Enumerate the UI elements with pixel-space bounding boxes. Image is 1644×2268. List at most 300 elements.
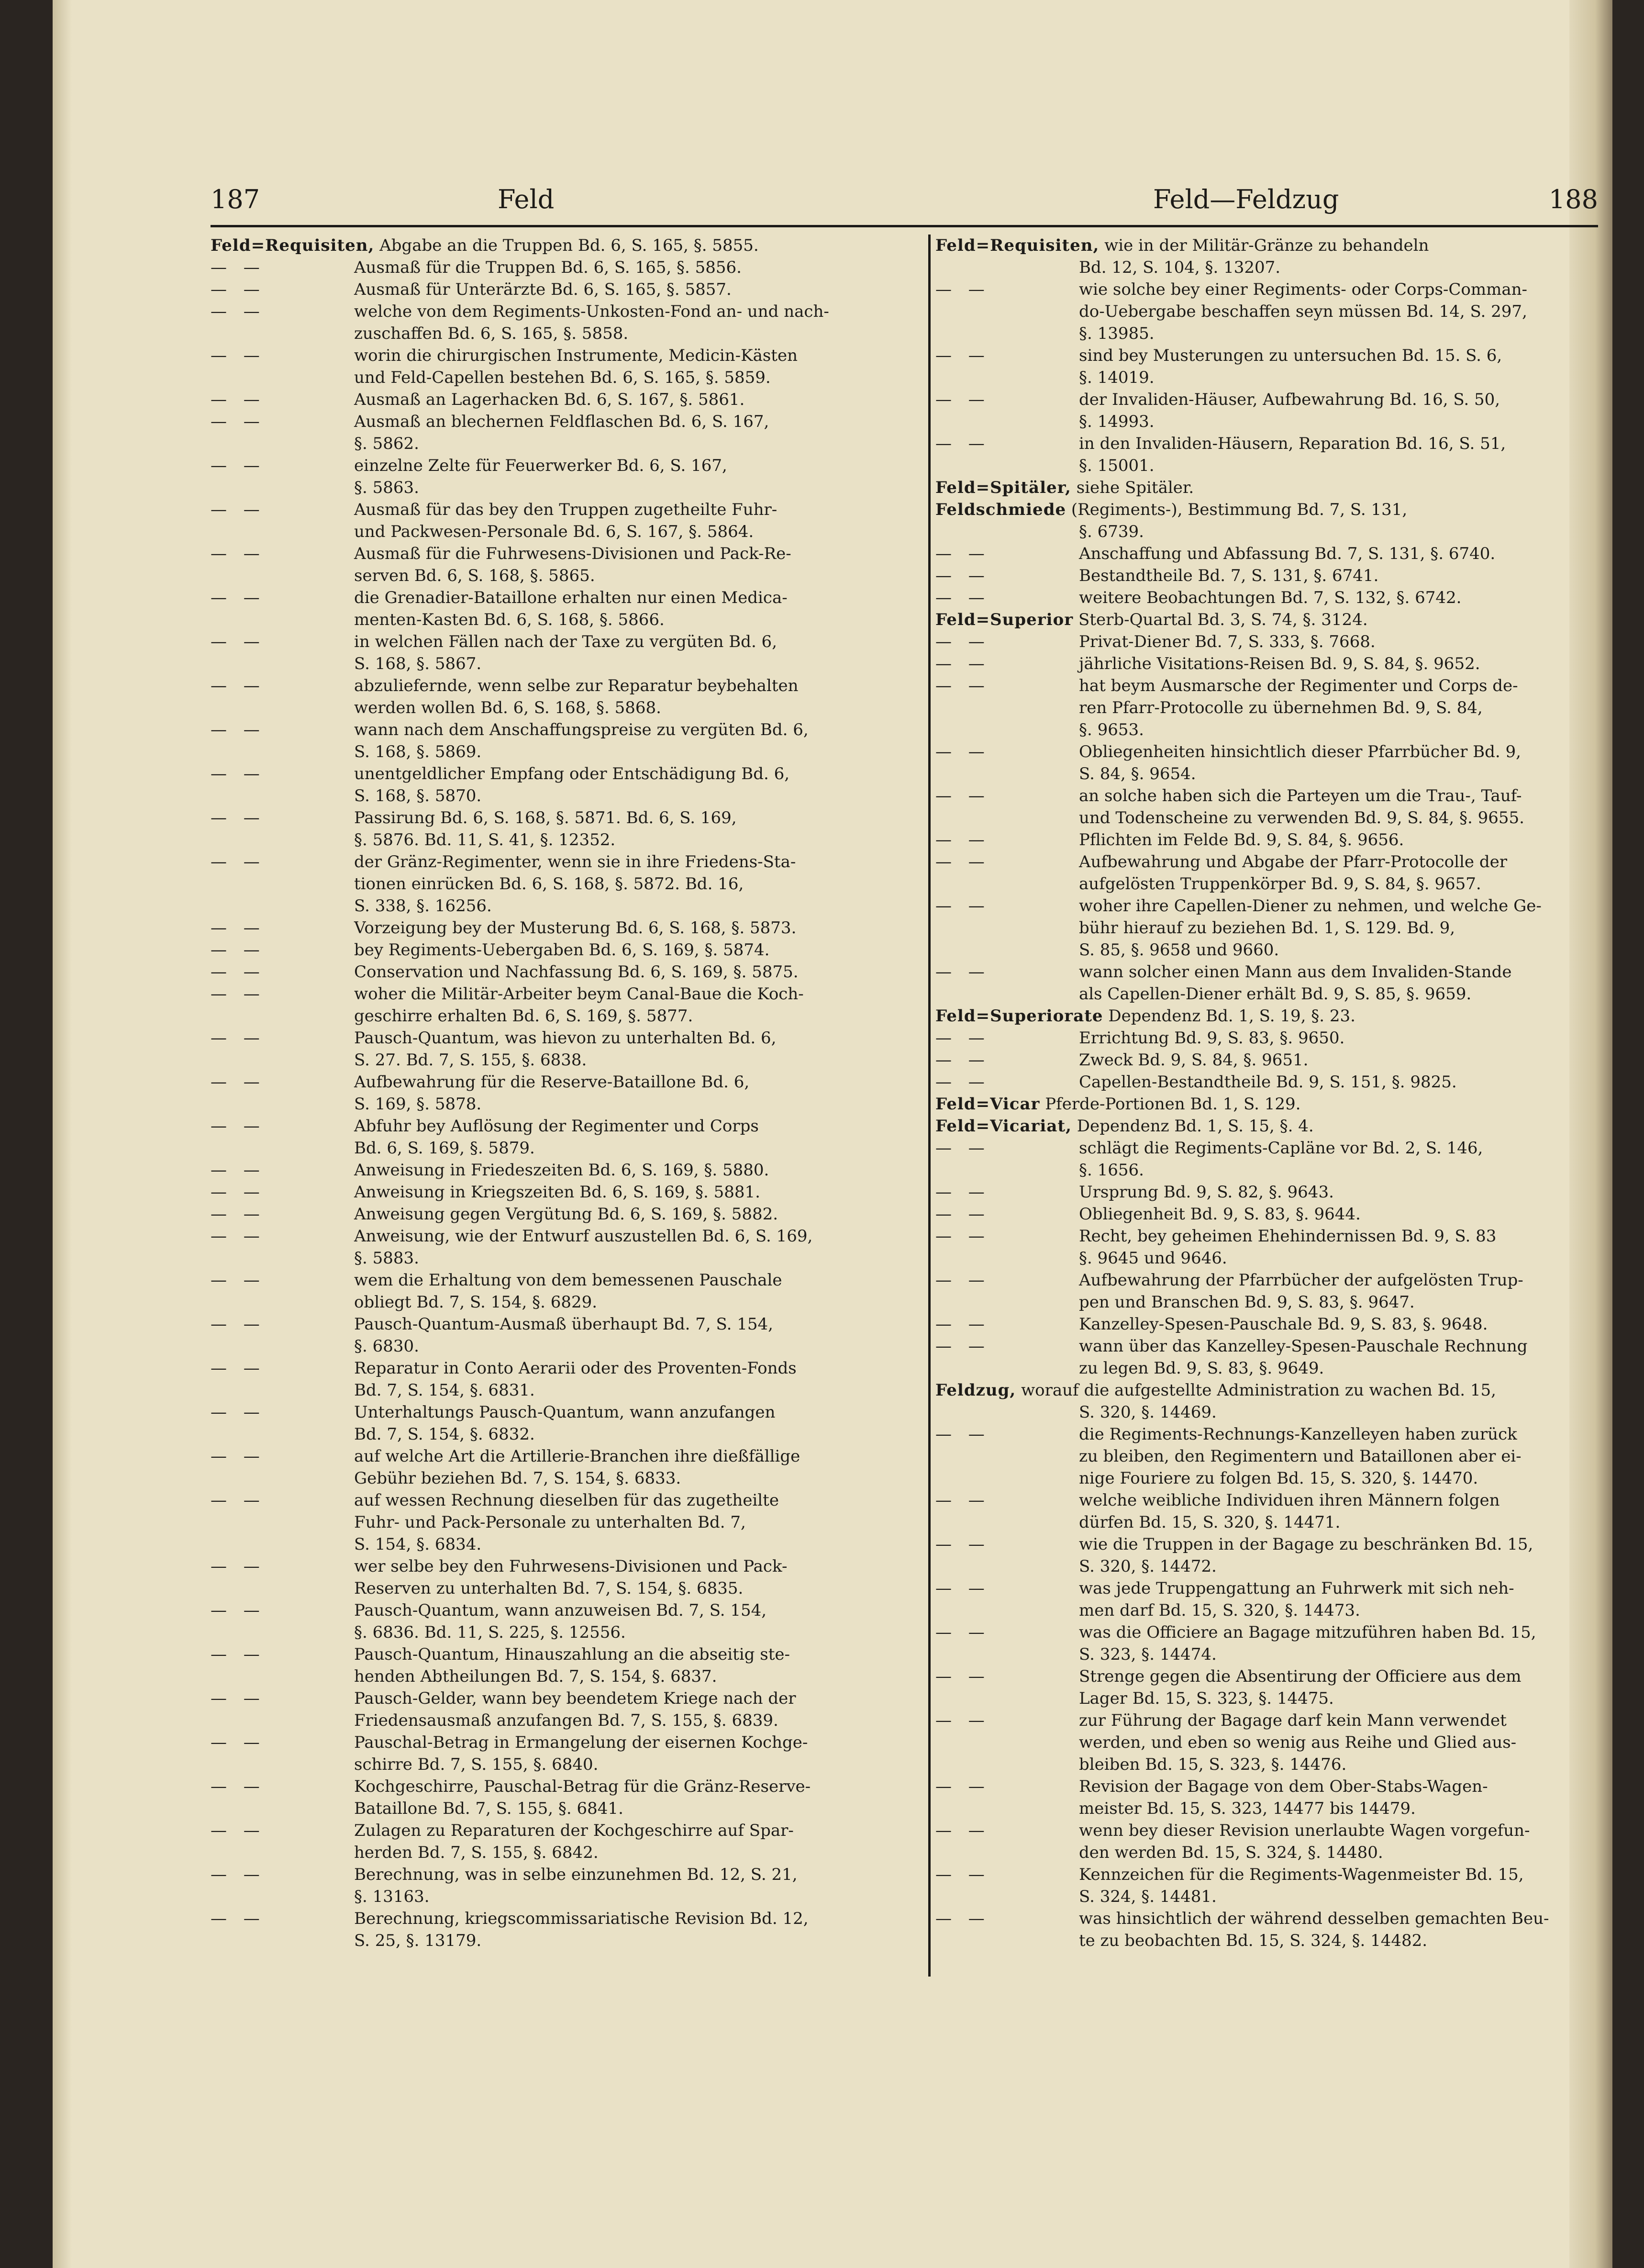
entry-text: Ausmaß für die Fuhrwesens-Divisionen und Pack-Re- [354, 544, 791, 563]
entry-continuation: Bd. 7, S. 154, §. 6832. [354, 1425, 535, 1444]
index-entry [211, 983, 923, 1027]
index-entry [211, 1357, 923, 1401]
entry-text: wann nach dem Anschaffungspreise zu vergüten Bd. 6, [354, 720, 809, 739]
index-entry [211, 1071, 923, 1115]
ditto-dash: — — [211, 962, 266, 982]
entry-continuation: S. 84, §. 9654. [1079, 764, 1196, 783]
right-column [935, 235, 1598, 1952]
entry-text: wie solche bey einer Regiments- oder Corps-Comman- [1079, 280, 1528, 299]
entry-text: woher ihre Capellen-Diener zu nehmen, und welche Ge- [1079, 896, 1542, 916]
entry-continuation: den werden Bd. 15, S. 324, §. 14480. [1079, 1843, 1383, 1862]
entry-text: Errichtung Bd. 9, S. 83, §. 9650. [1079, 1028, 1345, 1048]
index-entry [935, 1489, 1598, 1533]
entry-headword: Feld=Requisiten, [935, 236, 1100, 255]
entry-text: Pausch-Quantum-Ausmaß überhaupt Bd. 7, S. 154, [354, 1315, 773, 1334]
entry-continuation: §. 6830. [354, 1337, 419, 1356]
ditto-dash: — — [211, 1028, 266, 1048]
entry-continuation: S. 154, §. 6834. [354, 1535, 482, 1554]
entry-text: Anweisung gegen Vergütung Bd. 6, S. 169, §. 5882. [354, 1205, 778, 1224]
ditto-dash: — — [935, 1050, 990, 1070]
ditto-dash: — — [211, 1183, 266, 1202]
entry-text: abzuliefernde, wenn selbe zur Reparatur beybehalten [354, 676, 799, 695]
entry-continuation: §. 13985. [1079, 324, 1155, 343]
index-entry [935, 1776, 1598, 1820]
entry-continuation: S. 168, §. 5869. [354, 742, 482, 761]
entry-text: Pausch-Gelder, wann bey beendetem Kriege nach der [354, 1689, 796, 1708]
entry-continuation: Lager Bd. 15, S. 323, §. 14475. [1079, 1689, 1334, 1708]
entry-continuation: S. 85, §. 9658 und 9660. [1079, 940, 1279, 960]
ditto-dash: — — [935, 962, 990, 982]
ditto-dash: — — [211, 720, 266, 739]
entry-text: Anweisung in Friedeszeiten Bd. 6, S. 169, §. 5880. [354, 1161, 769, 1180]
ditto-dash: — — [211, 1601, 266, 1620]
index-entry [935, 1533, 1598, 1577]
index-entry [211, 675, 923, 719]
index-entry [211, 411, 923, 455]
index-entry [935, 587, 1598, 609]
ditto-dash: — — [935, 1579, 990, 1598]
book-page [53, 0, 1612, 2268]
entry-text: welche von dem Regiments-Unkosten-Fond an- und nach- [354, 302, 829, 321]
index-entry [211, 345, 923, 389]
index-entry [935, 1577, 1598, 1621]
entry-continuation: schirre Bd. 7, S. 155, §. 6840. [354, 1755, 599, 1774]
ditto-dash: — — [211, 1645, 266, 1664]
index-entry [211, 587, 923, 631]
index-entry [935, 851, 1598, 895]
entry-headword: Feld=Spitäler, [935, 478, 1071, 497]
ditto-dash: — — [935, 1073, 990, 1092]
entry-continuation: S. 323, §. 14474. [1079, 1645, 1217, 1664]
entry-text: unentgeldlicher Empfang oder Entschädigung Bd. 6, [354, 764, 790, 783]
entry-text: Abfuhr bey Auflösung der Regimenter und Corps [354, 1117, 759, 1136]
index-entry [211, 543, 923, 587]
ditto-dash: — — [935, 1205, 990, 1224]
entry-continuation: §. 5876. Bd. 11, S. 41, §. 12352. [354, 830, 616, 849]
page-fold-shadow [53, 0, 72, 2268]
index-entry [211, 279, 923, 301]
entry-text: woher die Militär-Arbeiter beym Canal-Baue die Koch- [354, 984, 804, 1004]
entry-continuation: te zu beobachten Bd. 15, S. 324, §. 14482. [1079, 1931, 1428, 1950]
ditto-dash: — — [211, 1821, 266, 1840]
index-entry [935, 433, 1598, 477]
ditto-dash: — — [211, 1557, 266, 1576]
index-entry [935, 675, 1598, 741]
index-entry [935, 1709, 1598, 1776]
entry-text: Unterhaltungs Pausch-Quantum, wann anzufangen [354, 1403, 776, 1422]
entry-headword: Feld=Superiorate [935, 1006, 1103, 1026]
entry-text: Dependenz Bd. 1, S. 15, §. 4. [1077, 1117, 1314, 1136]
entry-text: zur Führung der Bagage darf kein Mann verwendet [1079, 1711, 1507, 1730]
entry-continuation: und Packwesen-Personale Bd. 6, S. 167, §. 5864. [354, 522, 754, 541]
entry-continuation: S. 169, §. 5878. [354, 1095, 482, 1114]
entry-text: Pausch-Quantum, was hievon zu unterhalten Bd. 6, [354, 1028, 777, 1048]
entry-text: Abgabe an die Truppen Bd. 6, S. 165, §. 5855. [379, 236, 759, 255]
index-entry [935, 785, 1598, 829]
ditto-dash: — — [935, 1711, 990, 1730]
ditto-dash: — — [211, 302, 266, 321]
ditto-dash: — — [935, 1183, 990, 1202]
ditto-dash: — — [211, 1315, 266, 1334]
ditto-dash: — — [935, 588, 990, 607]
index-entry [211, 1115, 923, 1159]
index-entry [935, 1665, 1598, 1709]
entry-text: Ausmaß an Lagerhacken Bd. 6, S. 167, §. 5861. [354, 390, 745, 409]
ditto-dash: — — [935, 1777, 990, 1796]
entry-text: was die Officiere an Bagage mitzuführen haben Bd. 15, [1079, 1623, 1536, 1642]
entry-continuation: §. 13163. [354, 1887, 430, 1906]
entry-text: Anweisung in Kriegszeiten Bd. 6, S. 169, §. 5881. [354, 1183, 760, 1202]
ditto-dash: — — [935, 346, 990, 365]
index-entry [211, 1489, 923, 1555]
ditto-dash: — — [211, 984, 266, 1004]
entry-continuation: §. 6836. Bd. 11, S. 225, §. 12556. [354, 1623, 626, 1642]
index-entry [935, 1027, 1598, 1049]
page-header [211, 184, 1598, 223]
index-entry [211, 1687, 923, 1732]
ditto-dash: — — [211, 544, 266, 563]
entry-continuation: als Capellen-Diener erhält Bd. 9, S. 85, §. 9659. [1079, 984, 1472, 1004]
page-number-left: 187 [211, 184, 260, 214]
ditto-dash: — — [935, 434, 990, 453]
entry-continuation: S. 25, §. 13179. [354, 1931, 482, 1950]
entry-continuation: bleiben Bd. 15, S. 323, §. 14476. [1079, 1755, 1347, 1774]
ditto-dash: — — [935, 830, 990, 849]
entry-headword: Feldzug, [935, 1381, 1016, 1400]
entry-continuation: Bd. 12, S. 104, §. 13207. [1079, 258, 1281, 277]
ditto-dash: — — [935, 896, 990, 916]
entry-continuation: geschirre erhalten Bd. 6, S. 169, §. 5877. [354, 1006, 693, 1026]
entry-continuation: §. 5863. [354, 478, 419, 497]
entry-text: Anschaffung und Abfassung Bd. 7, S. 131, §. 6740. [1079, 544, 1496, 563]
entry-continuation: zu bleiben, den Regimentern und Bataillonen aber ei- [1079, 1447, 1522, 1466]
entry-text: schlägt die Regiments-Capläne vor Bd. 2, S. 146, [1079, 1139, 1483, 1158]
ditto-dash: — — [935, 1271, 990, 1290]
index-entry [211, 1181, 923, 1203]
entry-continuation: dürfen Bd. 15, S. 320, §. 14471. [1079, 1513, 1341, 1532]
entry-text: wer selbe bey den Fuhrwesens-Divisionen und Pack- [354, 1557, 788, 1576]
entry-continuation: bühr hierauf zu beziehen Bd. 1, S. 129. Bd. 9, [1079, 918, 1455, 938]
ditto-dash: — — [935, 1227, 990, 1246]
entry-text: Zulagen zu Reparaturen der Kochgeschirre auf Spar- [354, 1821, 794, 1840]
ditto-dash: — — [211, 632, 266, 651]
entry-text: Dependenz Bd. 1, S. 19, §. 23. [1108, 1006, 1355, 1026]
index-entry [935, 477, 1598, 499]
entry-text: weitere Beobachtungen Bd. 7, S. 132, §. 6742. [1079, 588, 1462, 607]
entry-text: wem die Erhaltung von dem bemessenen Pauschale [354, 1271, 782, 1290]
entry-headword: Feld=Superior [935, 610, 1074, 629]
entry-continuation: zu legen Bd. 9, S. 83, §. 9649. [1079, 1359, 1324, 1378]
ditto-dash: — — [211, 1865, 266, 1884]
entry-text: Kanzelley-Spesen-Pauschale Bd. 9, S. 83, §. 9648. [1079, 1315, 1488, 1334]
entry-continuation: men darf Bd. 15, S. 320, §. 14473. [1079, 1601, 1360, 1620]
index-entry [935, 1137, 1598, 1181]
entry-continuation: §. 9645 und 9646. [1079, 1249, 1227, 1268]
entry-text: Conservation und Nachfassung Bd. 6, S. 169, §. 5875. [354, 962, 799, 982]
page-number-right: 188 [1548, 184, 1598, 214]
index-entry [935, 389, 1598, 433]
entry-text: auf wessen Rechnung dieselben für das zugetheilte [354, 1491, 779, 1510]
entry-continuation: S. 324, §. 14481. [1079, 1887, 1217, 1906]
entry-text: Berechnung, was in selbe einzunehmen Bd. 12, S. 21, [354, 1865, 798, 1884]
entry-continuation: werden, und eben so wenig aus Reihe und Glied aus- [1079, 1733, 1517, 1752]
entry-text: Ausmaß für Unterärzte Bd. 6, S. 165, §. 5857. [354, 280, 732, 299]
ditto-dash: — — [211, 918, 266, 938]
entry-continuation: nige Fouriere zu folgen Bd. 15, S. 320, §. 14470. [1079, 1469, 1478, 1488]
index-entry [935, 1335, 1598, 1379]
entry-continuation: §. 14019. [1079, 368, 1155, 387]
ditto-dash: — — [935, 390, 990, 409]
entry-text: Pferde-Portionen Bd. 1, S. 129. [1045, 1095, 1301, 1114]
entry-continuation: aufgelösten Truppenkörper Bd. 9, S. 84, §. 9657. [1079, 874, 1481, 894]
entry-text: Privat-Diener Bd. 7, S. 333, §. 7668. [1079, 632, 1376, 651]
index-entry [211, 851, 923, 917]
index-entry [935, 1621, 1598, 1665]
entry-headword: Feldschmiede [935, 500, 1066, 519]
ditto-dash: — — [211, 808, 266, 827]
index-entry [211, 1908, 923, 1952]
entry-text: jährliche Visitations-Reisen Bd. 9, S. 84, §. 9652. [1079, 654, 1480, 673]
entry-text: an solche haben sich die Parteyen um die Trau-, Tauf- [1079, 786, 1522, 805]
ditto-dash: — — [211, 676, 266, 695]
ditto-dash: — — [935, 1425, 990, 1444]
entry-text: worauf die aufgestellte Administration zu wachen Bd. 15, [1021, 1381, 1496, 1400]
ditto-dash: — — [211, 1491, 266, 1510]
index-entry [211, 235, 923, 257]
index-entry [211, 389, 923, 411]
entry-continuation: Gebühr beziehen Bd. 7, S. 154, §. 6833. [354, 1469, 681, 1488]
ditto-dash: — — [935, 1865, 990, 1884]
entry-text: in welchen Fällen nach der Taxe zu vergüten Bd. 6, [354, 632, 777, 651]
entry-text: einzelne Zelte für Feuerwerker Bd. 6, S. 167, [354, 456, 727, 475]
ditto-dash: — — [211, 1161, 266, 1180]
entry-text: die Regiments-Rechnungs-Kanzelleyen haben zurück [1079, 1425, 1517, 1444]
index-entry [211, 961, 923, 983]
index-entry [211, 1159, 923, 1181]
entry-text: auf welche Art die Artillerie-Branchen ihre dießfällige [354, 1447, 800, 1466]
index-entry [211, 939, 923, 961]
entry-continuation: meister Bd. 15, S. 323, 14477 bis 14479. [1079, 1799, 1416, 1818]
entry-text: worin die chirurgischen Instrumente, Medicin-Kästen [354, 346, 798, 365]
index-entry [935, 1115, 1598, 1137]
entry-continuation: Bd. 6, S. 169, §. 5879. [354, 1139, 535, 1158]
entry-continuation: Friedensausmaß anzufangen Bd. 7, S. 155, §. 6839. [354, 1711, 778, 1730]
index-entry [211, 1643, 923, 1687]
entry-headword: Feld=Vicar [935, 1095, 1040, 1114]
entry-text: Bestandtheile Bd. 7, S. 131, §. 6741. [1079, 566, 1379, 585]
entry-text: was hinsichtlich der während desselben gemachten Beu- [1079, 1909, 1549, 1928]
index-entry [935, 499, 1598, 543]
index-entry [211, 257, 923, 279]
index-entry [211, 1203, 923, 1225]
ditto-dash: — — [935, 566, 990, 585]
entry-text: wie in der Militär-Gränze zu behandeln [1104, 236, 1429, 255]
entry-text: Passirung Bd. 6, S. 168, §. 5871. Bd. 6, S. 169, [354, 808, 737, 827]
entry-text: sind bey Musterungen zu untersuchen Bd. 15. S. 6, [1079, 346, 1502, 365]
index-entry [935, 741, 1598, 785]
ditto-dash: — — [935, 1535, 990, 1554]
ditto-dash: — — [211, 1777, 266, 1796]
entry-text: Sterb-Quartal Bd. 3, S. 74, §. 3124. [1078, 610, 1368, 629]
entry-continuation: zuschaffen Bd. 6, S. 165, §. 5858. [354, 324, 629, 343]
entry-continuation: menten-Kasten Bd. 6, S. 168, §. 5866. [354, 610, 665, 629]
entry-continuation: pen und Branschen Bd. 9, S. 83, §. 9647. [1079, 1293, 1415, 1312]
entry-continuation: §. 5883. [354, 1249, 419, 1268]
index-entry [935, 565, 1598, 587]
ditto-dash: — — [211, 1205, 266, 1224]
ditto-dash: — — [211, 1403, 266, 1422]
entry-text: Pausch-Quantum, wann anzuweisen Bd. 7, S. 154, [354, 1601, 767, 1620]
index-entry [211, 1445, 923, 1489]
index-entry [935, 829, 1598, 851]
entry-continuation: do-Uebergabe beschaffen seyn müssen Bd. 14, S. 297, [1079, 302, 1527, 321]
index-entry [211, 763, 923, 807]
entry-text: Aufbewahrung und Abgabe der Pfarr-Protocolle der [1079, 852, 1507, 871]
entry-continuation: obliegt Bd. 7, S. 154, §. 6829. [354, 1293, 598, 1312]
column-divider [928, 235, 931, 1977]
running-title-right: Feld—Feldzug [1153, 184, 1339, 214]
ditto-dash: — — [935, 742, 990, 761]
entry-text: Obliegenheit Bd. 9, S. 83, §. 9644. [1079, 1205, 1361, 1224]
running-title-left: Feld [498, 184, 555, 214]
entry-text: Obliegenheiten hinsichtlich dieser Pfarrbücher Bd. 9, [1079, 742, 1521, 761]
entry-continuation: Bataillone Bd. 7, S. 155, §. 6841. [354, 1799, 623, 1818]
index-entry [935, 279, 1598, 345]
entry-text: Ursprung Bd. 9, S. 82, §. 9643. [1079, 1183, 1334, 1202]
entry-continuation: §. 15001. [1079, 456, 1155, 475]
ditto-dash: — — [211, 1689, 266, 1708]
ditto-dash: — — [211, 390, 266, 409]
ditto-dash: — — [935, 1315, 990, 1334]
entry-text: siehe Spitäler. [1076, 478, 1194, 497]
ditto-dash: — — [935, 1139, 990, 1158]
index-entry [935, 1820, 1598, 1864]
entry-continuation: §. 6739. [1079, 522, 1144, 541]
entry-continuation: S. 168, §. 5870. [354, 786, 482, 805]
entry-text: Ausmaß an blechernen Feldflaschen Bd. 6, S. 167, [354, 412, 769, 431]
entry-text: bey Regiments-Uebergaben Bd. 6, S. 169, §. 5874. [354, 940, 770, 960]
entry-text: welche weibliche Individuen ihren Männern folgen [1079, 1491, 1500, 1510]
ditto-dash: — — [211, 258, 266, 277]
index-entry [935, 895, 1598, 961]
index-entry [935, 1093, 1598, 1115]
entry-text: (Regiments-), Bestimmung Bd. 7, S. 131, [1071, 500, 1408, 519]
entry-text: Pflichten im Felde Bd. 9, S. 84, §. 9656. [1079, 830, 1404, 849]
entry-text: Vorzeigung bey der Musterung Bd. 6, S. 168, §. 5873. [354, 918, 797, 938]
ditto-dash: — — [935, 786, 990, 805]
ditto-dash: — — [935, 1821, 990, 1840]
entry-text: Pauschal-Betrag in Ermangelung der eisernen Kochge- [354, 1733, 808, 1752]
ditto-dash: — — [211, 1909, 266, 1928]
index-entry [211, 1027, 923, 1071]
index-entry [211, 455, 923, 499]
ditto-dash: — — [211, 1447, 266, 1466]
entry-text: Recht, bey geheimen Ehehindernissen Bd. 9, S. 83 [1079, 1227, 1497, 1246]
entry-text: Anweisung, wie der Entwurf auszustellen Bd. 6, S. 169, [354, 1227, 813, 1246]
index-entry [935, 1203, 1598, 1225]
left-column [211, 235, 923, 1952]
entry-continuation: S. 320, §. 14472. [1079, 1557, 1217, 1576]
index-entry [935, 1269, 1598, 1313]
index-entry [211, 499, 923, 543]
entry-text: wann solcher einen Mann aus dem Invaliden-Stande [1079, 962, 1512, 982]
header-rule [211, 225, 1598, 227]
entry-continuation: §. 9653. [1079, 720, 1144, 739]
entry-continuation: §. 1656. [1079, 1161, 1144, 1180]
ditto-dash: — — [211, 1733, 266, 1752]
ditto-dash: — — [211, 1359, 266, 1378]
ditto-dash: — — [935, 1491, 990, 1510]
entry-continuation: §. 14993. [1079, 412, 1155, 431]
ditto-dash: — — [935, 1623, 990, 1642]
index-entry [935, 1049, 1598, 1071]
entry-text: Revision der Bagage von dem Ober-Stabs-Wagen- [1079, 1777, 1488, 1796]
index-entry [935, 1181, 1598, 1203]
ditto-dash: — — [211, 346, 266, 365]
ditto-dash: — — [935, 632, 990, 651]
index-entry [211, 301, 923, 345]
entry-continuation: werden wollen Bd. 6, S. 168, §. 5868. [354, 698, 661, 717]
ditto-dash: — — [211, 940, 266, 960]
ditto-dash: — — [935, 1337, 990, 1356]
index-entry [211, 917, 923, 939]
index-entry [211, 1599, 923, 1643]
entry-continuation: tionen einrücken Bd. 6, S. 168, §. 5872. Bd. 16, [354, 874, 744, 894]
index-entry [211, 1269, 923, 1313]
index-entry [935, 1864, 1598, 1908]
index-entry [935, 1379, 1598, 1423]
ditto-dash: — — [211, 1271, 266, 1290]
index-entry [935, 1313, 1598, 1335]
ditto-dash: — — [211, 456, 266, 475]
index-entry [935, 1908, 1598, 1952]
entry-text: in den Invaliden-Häusern, Reparation Bd. 16, S. 51, [1079, 434, 1506, 453]
entry-text: Berechnung, kriegscommissariatische Revision Bd. 12, [354, 1909, 809, 1928]
ditto-dash: — — [935, 676, 990, 695]
ditto-dash: — — [211, 852, 266, 871]
entry-text: was jede Truppengattung an Fuhrwerk mit sich neh- [1079, 1579, 1514, 1598]
entry-text: Zweck Bd. 9, S. 84, §. 9651. [1079, 1050, 1309, 1070]
ditto-dash: — — [211, 500, 266, 519]
entry-text: Capellen-Bestandtheile Bd. 9, S. 151, §. 9825. [1079, 1073, 1457, 1092]
index-entry [211, 1401, 923, 1445]
index-entry [211, 1732, 923, 1776]
index-entry [211, 1864, 923, 1908]
entry-continuation: serven Bd. 6, S. 168, §. 5865. [354, 566, 595, 585]
entry-text: Kochgeschirre, Pauschal-Betrag für die Gränz-Reserve- [354, 1777, 811, 1796]
ditto-dash: — — [935, 544, 990, 563]
entry-continuation: S. 27. Bd. 7, S. 155, §. 6838. [354, 1050, 587, 1070]
index-entry [935, 653, 1598, 675]
entry-continuation: Fuhr- und Pack-Personale zu unterhalten Bd. 7, [354, 1513, 746, 1532]
entry-text: wie die Truppen in der Bagage zu beschränken Bd. 15, [1079, 1535, 1533, 1554]
ditto-dash: — — [211, 412, 266, 431]
entry-text: hat beym Ausmarsche der Regimenter und Corps de- [1079, 676, 1518, 695]
entry-text: Pausch-Quantum, Hinauszahlung an die abseitig ste- [354, 1645, 790, 1664]
ditto-dash: — — [211, 1073, 266, 1092]
ditto-dash: — — [211, 588, 266, 607]
entry-text: Strenge gegen die Absentirung der Officiere aus dem [1079, 1667, 1522, 1686]
index-entry [935, 235, 1598, 279]
entry-continuation: und Todenscheine zu verwenden Bd. 9, S. 84, §. 9655. [1079, 808, 1524, 827]
index-entry [211, 1820, 923, 1864]
entry-continuation: S. 338, §. 16256. [354, 896, 492, 916]
ditto-dash: — — [211, 1117, 266, 1136]
entry-continuation: und Feld-Capellen bestehen Bd. 6, S. 165, §. 5859. [354, 368, 771, 387]
index-entry [211, 1776, 923, 1820]
index-entry [935, 543, 1598, 565]
index-entry [211, 1555, 923, 1599]
